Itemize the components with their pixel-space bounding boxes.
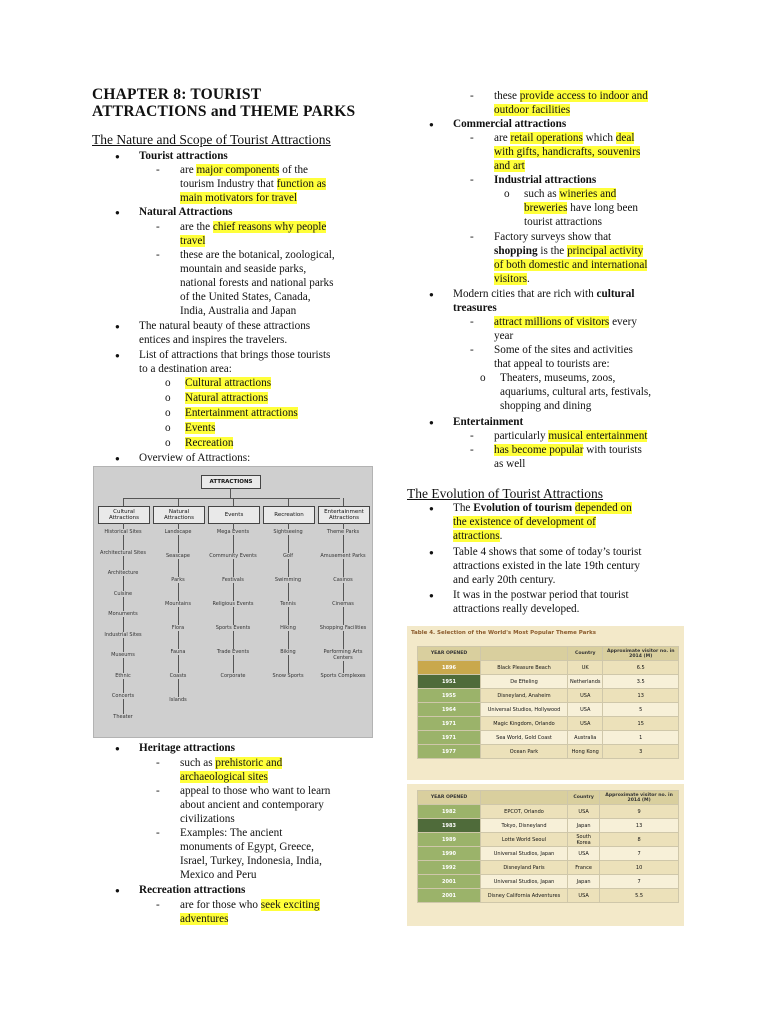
cell-country: USA [568, 889, 600, 903]
ra-line-1: - these provide access to indoor and [494, 89, 648, 103]
bullet-natural-attractions: ● Natural Attractions [139, 205, 233, 219]
diagram-item: Coasts [152, 673, 204, 679]
diagram-col-head: Entertainment Attractions [318, 506, 370, 524]
mc-attract: - attract millions of visitors every [494, 315, 637, 329]
ind-line-1: o such as wineries and [524, 187, 616, 201]
cell-park: Magic Kingdom, Orlando [481, 717, 568, 731]
diagram-item: Fauna [152, 649, 204, 655]
diagram-item: Swimming [262, 577, 314, 583]
cell-country: USA [568, 689, 603, 703]
cell-park: De Efteling [481, 675, 568, 689]
diagram-item: Ethnic [97, 673, 149, 679]
rec-line-1: - are for those who seek exciting [180, 898, 320, 912]
th-name [481, 791, 568, 805]
diagram-item: Monuments [97, 611, 149, 617]
diagram-item: Cinemas [317, 601, 369, 607]
table-row [418, 717, 679, 731]
bullet-natural-beauty: ● The natural beauty of these attractions entices and inspires the travelers. [139, 319, 310, 347]
diagram-item: Religious Events [207, 601, 259, 607]
fs-line-3: of both domestic and international [494, 259, 648, 271]
cell-visitors: 3.5 [603, 675, 679, 689]
cell-country: Netherlands [568, 675, 603, 689]
th-year: YEAR OPENED [418, 647, 481, 661]
na-line-1: - are the chief reasons why people [180, 220, 326, 234]
cell-park: Sea World, Gold Coast [481, 731, 568, 745]
cell-year: 1982 [418, 805, 481, 819]
her-appeal: - appeal to those who want to learn about ancient and contemporary civilizations [180, 784, 330, 826]
diagram-item: Hiking [262, 625, 314, 631]
cell-year: 1990 [418, 847, 481, 861]
bullet-table4: ● Table 4 shows that some of today’s tourist attractions existed in the late 19th century and early 20th century. [453, 545, 641, 587]
cell-park: Universal Studios, Japan [481, 847, 568, 861]
table-row [418, 661, 679, 675]
diagram-item: Architectural Sites [97, 550, 149, 556]
cell-country: Hong Kong [568, 745, 603, 759]
cell-visitors: 8 [600, 833, 679, 847]
cell-visitors: 13 [603, 689, 679, 703]
diagram-item: Flora [152, 625, 204, 631]
diagram-item: Snow Sports [262, 673, 314, 679]
theme-parks-table-2 [407, 784, 684, 926]
cell-park: Universal Studios, Japan [481, 875, 568, 889]
th-country: Country [568, 647, 603, 661]
table-1 [417, 646, 679, 759]
diagram-item: Casinos [317, 577, 369, 583]
cell-visitors: 15 [603, 717, 679, 731]
th-visitors: Approximate visitor no. in 2014 (M) [600, 791, 679, 805]
fs-line-1: - Factory surveys show that [494, 230, 611, 244]
cell-year: 2001 [418, 875, 481, 889]
table-row [418, 675, 679, 689]
th-country: Country [568, 791, 600, 805]
cell-country: Japan [568, 875, 600, 889]
cell-year: 1989 [418, 833, 481, 847]
cell-year: 1992 [418, 861, 481, 875]
bullet-postwar: ● It was in the postwar period that tourist attractions really developed. [453, 588, 629, 616]
ra-line-2: outdoor facilities [494, 104, 571, 116]
diagram-item: Museums [97, 652, 149, 658]
ent-line-3: as well [494, 458, 526, 470]
list-item-natural: o Natural attractions [185, 391, 268, 405]
diagram-item: Shopping Facilities [317, 625, 369, 631]
diagram-item: Cuisine [97, 591, 149, 597]
diagram-item: Historical Sites [97, 529, 149, 535]
cell-country: USA [568, 717, 603, 731]
cell-visitors: 10 [600, 861, 679, 875]
cell-park: Disneyland, Anaheim [481, 689, 568, 703]
diagram-col-head: Cultural Attractions [98, 506, 150, 524]
cell-year: 1964 [418, 703, 481, 717]
cell-park: Universal Studios, Hollywood [481, 703, 568, 717]
cell-year: 1971 [418, 731, 481, 745]
ind-line-2: breweries have long been [524, 202, 639, 214]
list-item-events: o Events [185, 421, 215, 435]
fs-line-4: visitors. [494, 273, 530, 285]
cell-park: Ocean Park [481, 745, 568, 759]
cell-year: 1951 [418, 675, 481, 689]
th-visitors: Approximate visitor no. in 2014 (M) [603, 647, 679, 661]
diagram-col-head: Events [208, 506, 260, 524]
diagram-item: Mega Events [207, 529, 259, 535]
mc-theaters: o Theaters, museums, zoos, aquariums, cultural arts, festivals, shopping and dining [500, 371, 651, 413]
na-line-2: travel [180, 235, 206, 247]
table-title: Table 4. Selection of the World's Most Popular Theme Parks [411, 630, 597, 636]
cell-year: 2001 [418, 889, 481, 903]
cell-park: Disney California Adventures [481, 889, 568, 903]
cell-visitors: 1 [603, 731, 679, 745]
list-item-entertainment: o Entertainment attractions [185, 406, 298, 420]
diagram-item: Seascape [152, 553, 204, 559]
table-row [418, 805, 679, 819]
diagram-item: Mountains [152, 601, 204, 607]
bullet-heritage: ● Heritage attractions [139, 741, 235, 755]
table-row [418, 731, 679, 745]
cell-country: France [568, 861, 600, 875]
her-line-1: - such as prehistoric and [180, 756, 282, 770]
cell-country: USA [568, 847, 600, 861]
cell-visitors: 7 [600, 847, 679, 861]
th-year: YEAR OPENED [418, 791, 481, 805]
cell-park: Disneyland Paris [481, 861, 568, 875]
title-line-1: CHAPTER 8: TOURIST [92, 86, 262, 103]
bullet-overview: ● Overview of Attractions: [139, 451, 250, 465]
table-row [418, 689, 679, 703]
cell-country: UK [568, 661, 603, 675]
table-row [418, 875, 679, 889]
th-name [481, 647, 568, 661]
cell-year: 1983 [418, 819, 481, 833]
bullet-entertainment: ● Entertainment [453, 415, 523, 429]
cell-country: Japan [568, 819, 600, 833]
cell-visitors: 13 [600, 819, 679, 833]
diagram-col-head: Recreation [263, 506, 315, 524]
diagram-item: Architecture [97, 570, 149, 576]
diagram-item: Theater [97, 714, 149, 720]
bullet-modern-cities: ● Modern cities that are rich with cultural [453, 287, 634, 301]
com-line-2: with gifts, handicrafts, souvenirs [494, 146, 641, 158]
ta-line-2: tourism Industry that function as [180, 178, 327, 190]
theme-parks-table-1 [407, 626, 684, 780]
diagram-item: Industrial Sites [97, 632, 149, 638]
table-row [418, 861, 679, 875]
section-heading-nature: The Nature and Scope of Tourist Attractions [92, 132, 331, 147]
ent-line-2: - has become popular with tourists [494, 443, 642, 457]
diagram-item: Theme Parks [317, 529, 369, 535]
diagram-item: Landscape [152, 529, 204, 535]
table-header-row [418, 791, 679, 805]
bullet-list-attractions: ● List of attractions that brings those tourists to a destination area: [139, 348, 330, 376]
diagram-item: Performing Arts Centers [317, 649, 369, 661]
title-line-2: ATTRACTIONS and THEME PARKS [92, 103, 356, 120]
ev-line-3: attractions. [453, 530, 503, 542]
diagram-item: Islands [152, 697, 204, 703]
list-item-cultural: o Cultural attractions [185, 376, 271, 390]
cell-visitors: 5.5 [600, 889, 679, 903]
diagram-item: Golf [262, 553, 314, 559]
cell-visitors: 6.5 [603, 661, 679, 675]
cell-country: USA [568, 805, 600, 819]
diagram-item: Tennis [262, 601, 314, 607]
cell-park: Tokyo, Disneyland [481, 819, 568, 833]
cell-park: Lotte World Seoul [481, 833, 568, 847]
table-row [418, 819, 679, 833]
mc-line-2: treasures [453, 302, 497, 314]
cell-year: 1977 [418, 745, 481, 759]
table-row [418, 745, 679, 759]
table-row [418, 703, 679, 717]
table-row [418, 847, 679, 861]
diagram-item: Sports Complexes [317, 673, 369, 679]
diagram-item: Sightseeing [262, 529, 314, 535]
cell-visitors: 7 [600, 875, 679, 889]
table-2 [417, 790, 679, 903]
diagram-item: Parks [152, 577, 204, 583]
fs-line-2: shopping is the principal activity [494, 245, 644, 257]
table-header-row [418, 647, 679, 661]
table-row [418, 889, 679, 903]
cell-country: South Korea [568, 833, 600, 847]
diagram-col-head: Natural Attractions [153, 506, 205, 524]
list-item-recreation: o Recreation [185, 436, 233, 450]
cell-visitors: 3 [603, 745, 679, 759]
ind-line-3: tourist attractions [524, 216, 602, 228]
her-line-2: archaeological sites [180, 771, 268, 783]
na-botanical: - these are the botanical, zoological, mountain and seaside parks, national forests and national parks of the United States, Canada, India, Australia and Japan [180, 248, 335, 318]
cell-park: EPCOT, Orlando [481, 805, 568, 819]
cell-year: 1896 [418, 661, 481, 675]
attractions-diagram [93, 466, 373, 738]
table-row [418, 833, 679, 847]
her-examples: - Examples: The ancient monuments of Egypt, Greece, Israel, Turkey, Indonesia, India, Mexico and Peru [180, 826, 322, 882]
cell-year: 1971 [418, 717, 481, 731]
com-line-1: - are retail operations which deal [494, 131, 634, 145]
com-line-3: and art [494, 160, 525, 172]
bullet-evolution: ● The Evolution of tourism depended on [453, 501, 632, 515]
ta-line-3: main motivators for travel [180, 192, 298, 204]
diagram-item: Amusement Parks [317, 553, 369, 559]
chapter-title [92, 86, 355, 120]
ev-line-2: the existence of development of [453, 516, 596, 528]
cell-visitors: 9 [600, 805, 679, 819]
diagram-item: Concerts [97, 693, 149, 699]
cell-visitors: 5 [603, 703, 679, 717]
diagram-item: Community Events [207, 553, 259, 559]
bullet-recreation: ● Recreation attractions [139, 883, 245, 897]
diagram-item: Corporate [207, 673, 259, 679]
ent-line-1: - particularly musical entertainment [494, 429, 647, 443]
diagram-item: Trade Events [207, 649, 259, 655]
diagram-item: Sports Events [207, 625, 259, 631]
diagram-root: ATTRACTIONS [201, 475, 261, 489]
section-heading-evolution: The Evolution of Tourist Attractions [407, 486, 604, 501]
cell-year: 1955 [418, 689, 481, 703]
ta-line-1: - are major components of the [180, 163, 308, 177]
cell-country: USA [568, 703, 603, 717]
bullet-tourist-attractions: ● Tourist attractions [139, 149, 228, 163]
rec-line-2: adventures [180, 913, 229, 925]
industrial-heading: - Industrial attractions [494, 173, 596, 187]
cell-park: Black Pleasure Beach [481, 661, 568, 675]
bullet-commercial: ● Commercial attractions [453, 117, 566, 131]
diagram-item: Festivals [207, 577, 259, 583]
mc-year: year [494, 330, 514, 342]
cell-country: Australia [568, 731, 603, 745]
mc-sites: - Some of the sites and activities that appeal to tourists are: [494, 343, 633, 371]
diagram-item: Biking [262, 649, 314, 655]
